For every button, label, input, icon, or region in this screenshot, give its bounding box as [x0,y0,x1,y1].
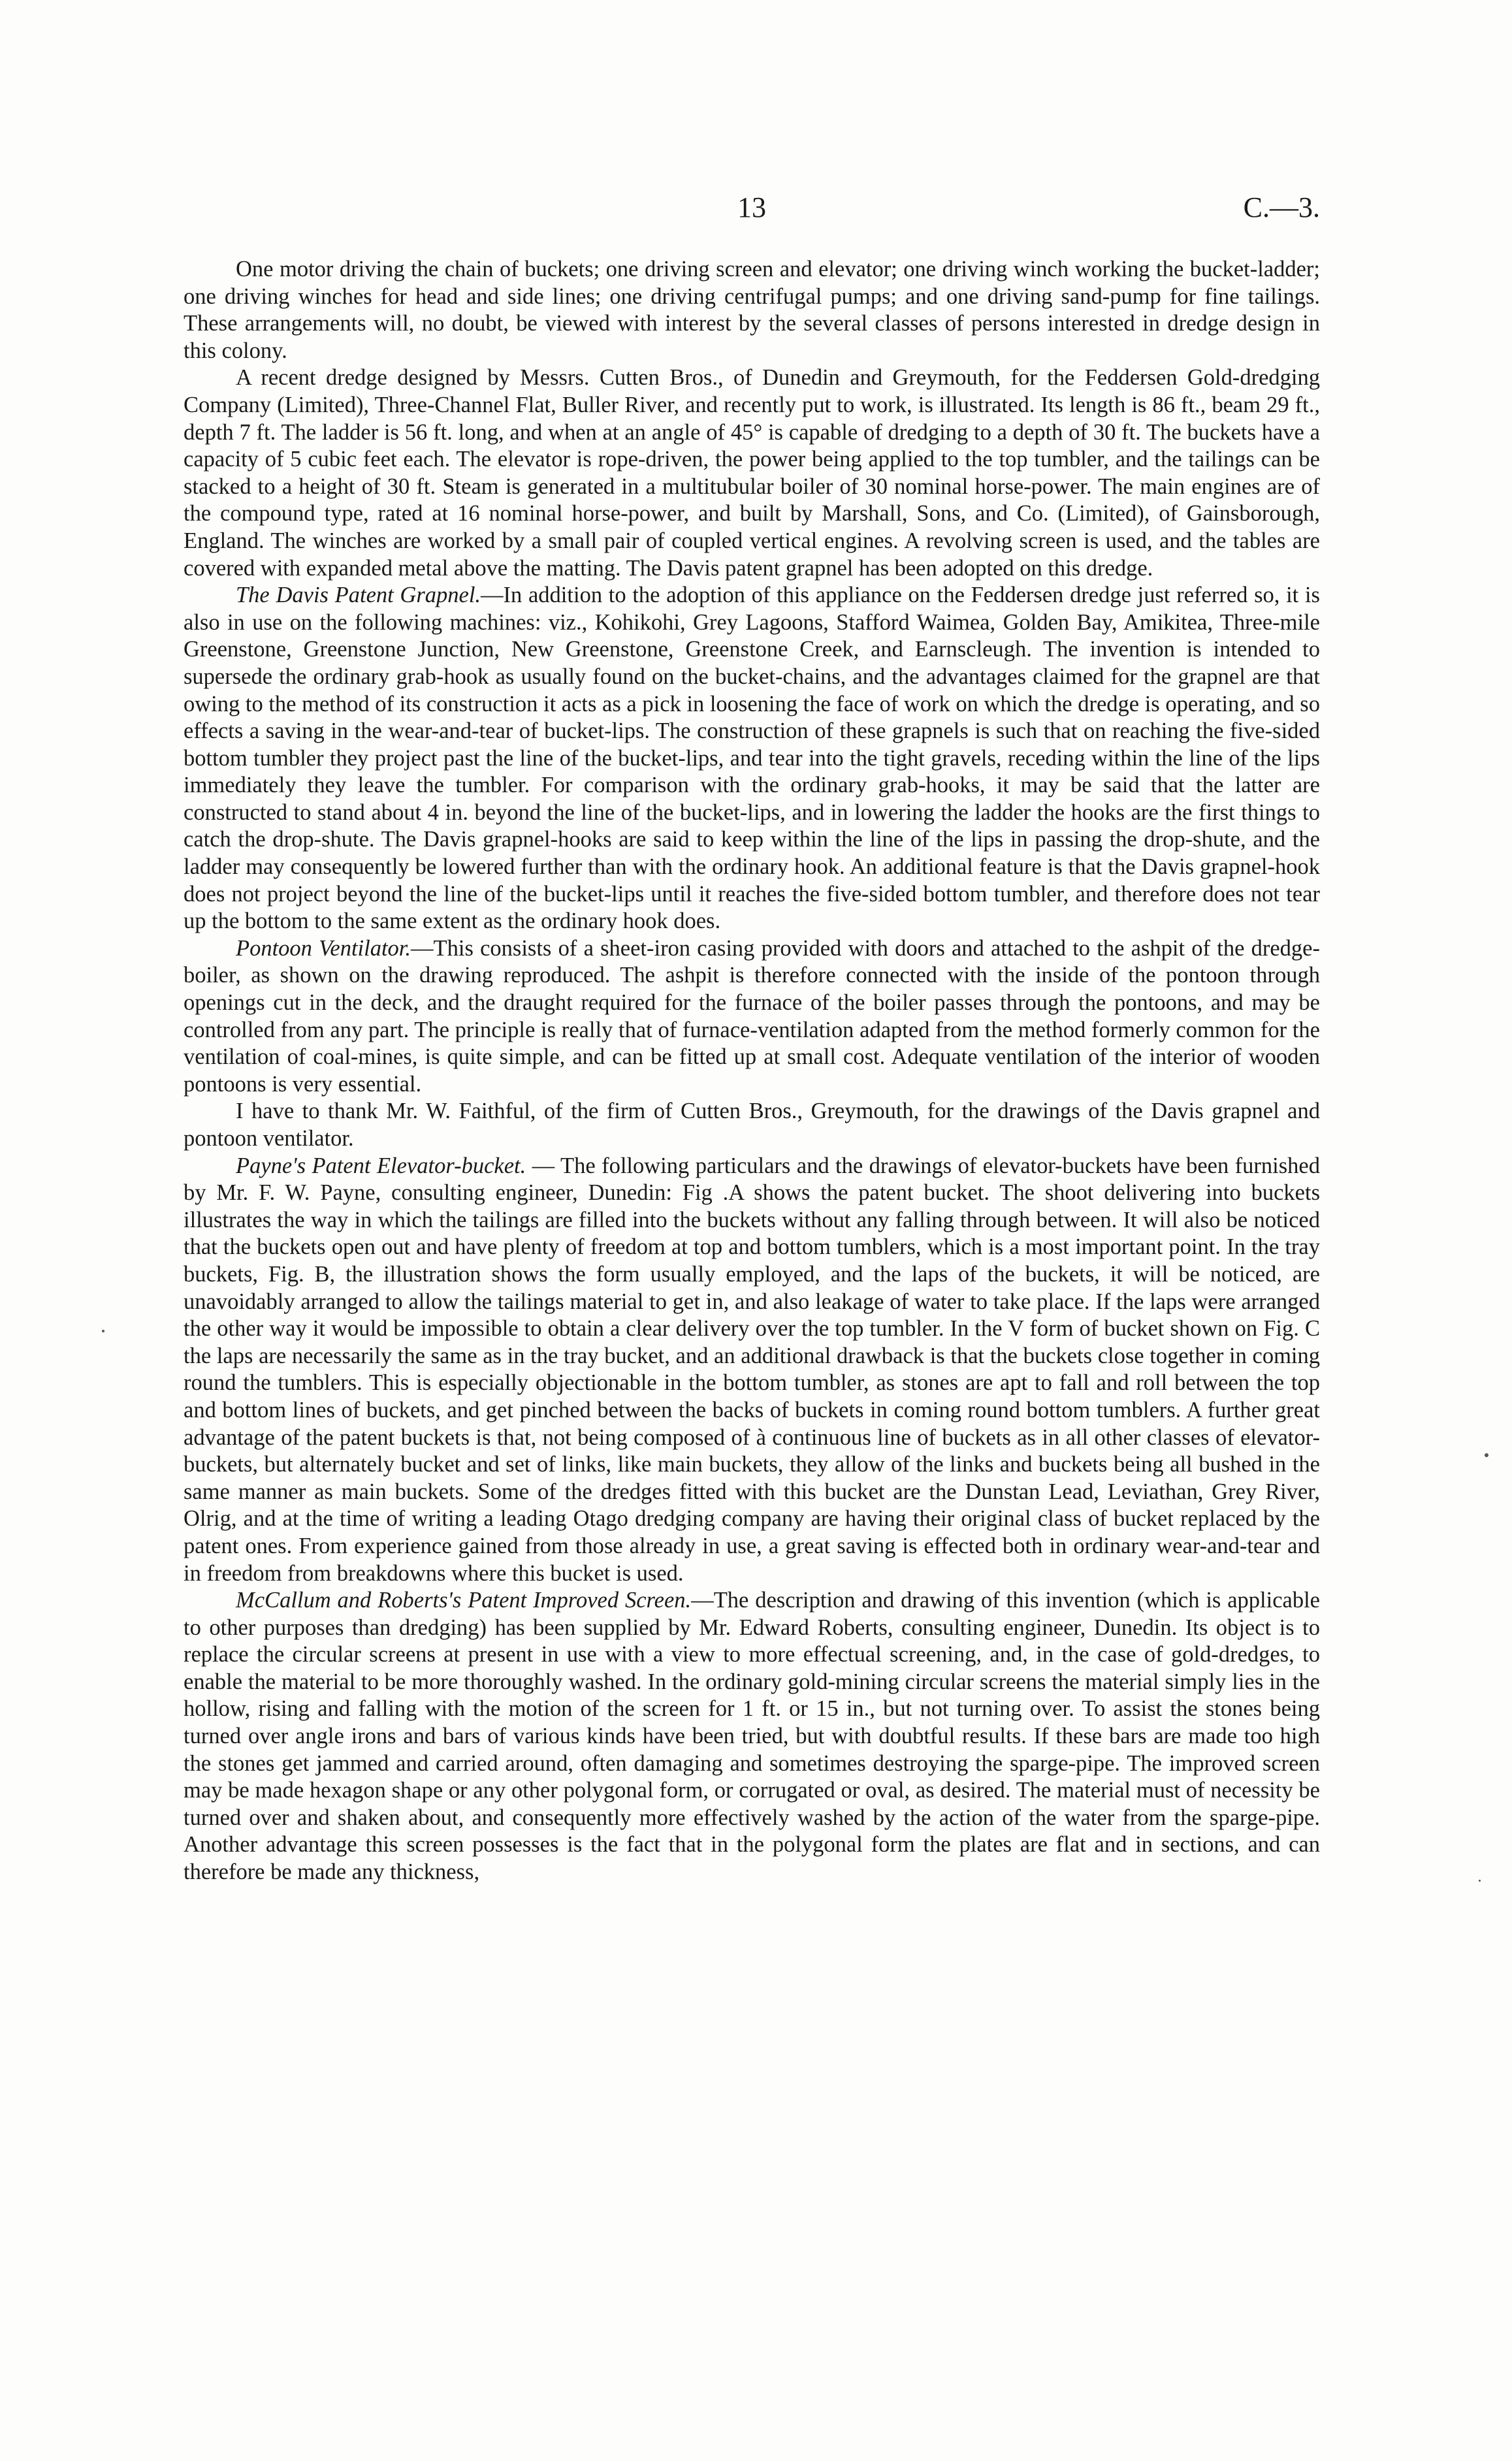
paragraph-text: I have to thank Mr. W. Faithful, of the firm of Cutten Bros., Greymouth, for the drawings of the Davis grapnel and pontoon ventilator. [184,1099,1320,1151]
paragraph-title: Payne's Patent Elevator-bucket. [236,1153,526,1178]
page-header [184,191,1320,230]
paragraph-feddersen-dredge [184,364,1320,582]
paragraph-text: —In addition to the adoption of this appliance on the Feddersen dredge just referred so, it is also in use on the following machines: viz., Kohikohi, Grey Lagoons, Stafford Waimea, Golden Bay, Amikitea, Three-mile Greenstone, Greenstone Junction, New Greenstone, Greenstone Creek, and Earnscleugh. The invention is intended to supersede the ordinary grab-hook as usually found on the bucket-chains, and the advantages claimed for the grapnel are that owing to the method of its construction it acts as a pick in loosening the face of work on which the dredge is operating, and so effects a saving in the wear-and-tear of bucket-lips. The construction of these grapnels is such that on reaching the five-sided bottom tumbler they project past the line of the bucket-lips, and tear into the tight gravels, receding within the line of the lips immediately they leave the tumbler. For comparison with the ordinary grab-hooks, it may be said that the latter are constructed to stand about 4 in. beyond the line of the bucket-lips, and in lowering the ladder the hooks are the first things to catch the drop-shute. The Davis grapnel-hooks are said to keep within the line of the lips in passing the drop-shute, and the ladder may consequently be lowered further than with the ordinary hook. An additional feature is that the Davis grapnel-hook does not project beyond the line of the bucket-lips until it reaches the five-sided bottom tumbler, and therefore does not tear up the bottom to the same extent as the ordinary hook does. [184,583,1320,934]
paragraph-text: — The following particulars and the drawings of elevator-buckets have been furnished by Mr. F. W. Payne, consulting engineer, Dunedin: Fig .A shows the patent bucket. The shoot delivering into buckets illustrates the way in which the tailings are filled into the buckets without any falling through between. It will also be noticed that the buckets open out and have plenty of freedom at top and bottom tumblers, which is a most important point. In the tray buckets, Fig. B, the illustration shows the form usually employed, and the laps of the buckets, it will be noticed, are unavoidably arranged to allow the tailings material to get in, and also leakage of water to take place. If the laps were arranged the other way it would be impossible to obtain a clear delivery over the top tumbler. In the V form of bucket shown on Fig. C the laps are necessarily the same as in the tray bucket, and an additional drawback is that the buckets close together in coming round the tumblers. This is especially objectionable in the bottom tumbler, as stones are apt to fall and roll between the top and bottom lines of buckets, and get pinched between the backs of buckets in coming round bottom tumblers. A further great advantage of the patent buckets is that, not being composed of à continuous line of buckets as in all other classes of elevator-buckets, but alternately bucket and set of links, like main buckets, they allow of the links and buckets being all bushed in the same manner as main buckets. Some of the dredges fitted with this bucket are the Dunstan Lead, Leviathan, Grey River, Olrig, and at the time of writing a leading Otago dredging company are having their original class of bucket replaced by the patent ones. From experience gained from those already in use, a great saving is effected both in ordinary wear-and-tear and in freedom from breakdowns where this bucket is used. [184,1153,1320,1586]
paragraph-title: The Davis Patent Grapnel. [236,583,481,608]
paragraph-text: A recent dredge designed by Messrs. Cutten Bros., of Dunedin and Greymouth, for the Feddersen Gold-dredging Company (Limited), Three-Channel Flat, Buller River, and recently put to work, is illustrated. Its length is 86 ft., beam 29 ft., depth 7 ft. The ladder is 56 ft. long, and when at an angle of 45° is capable of dredging to a depth of 30 ft. The buckets have a capacity of 5 cubic feet each. The elevator is rope-driven, the power being applied to the top tumbler, and the tailings can be stacked to a height of 30 ft. Steam is generated in a multitubular boiler of 30 nominal horse-power. The main engines are of the compound type, rated at 16 nominal horse-power, and built by Marshall, Sons, and Co. (Limited), of Gainsborough, England. The winches are worked by a small pair of coupled vertical engines. A revolving screen is used, and the tables are covered with expanded metal above the matting. The Davis patent grapnel has been adopted on this dredge. [184,365,1320,581]
page-number: 13 [737,191,766,223]
paragraph-pontoon-ventilator [184,935,1320,1099]
paragraph-payne-bucket [184,1153,1320,1588]
paragraph-text: One motor driving the chain of buckets; one driving screen and elevator; one driving winch working the bucket-ladder; one driving winches for head and side lines; one driving centrifugal pumps; and one driving sand-pump for fine tailings. These arrangements will, no doubt, be viewed with interest by the several classes of persons interested in dredge design in this colony. [184,257,1320,363]
paragraph-improved-screen [184,1587,1320,1886]
scan-speck [102,1330,105,1332]
document-body [184,256,1320,1886]
scan-speck [1479,1880,1481,1882]
paragraph-title: McCallum and Roberts's Patent Improved Screen. [236,1588,692,1613]
paragraph-text: —The description and drawing of this invention (which is applicable to other purposes than dredging) has been supplied by Mr. Edward Roberts, consulting engineer, Dunedin. Its object is to replace the circular screens at present in use with a view to more effectual screening, and, in the case of gold-dredges, to enable the material to be more thoroughly washed. In the ordinary gold-mining circular screens the material simply lies in the hollow, rising and falling with the motion of the screen for 1 ft. or 15 in., but not turning over. To assist the stones being turned over angle irons and bars of various kinds have been tried, but with doubtful results. If these bars are made too high the stones get jammed and carried around, often damaging and sometimes destroying the sparge-pipe. The improved screen may be made hexagon shape or any other polygonal form, or corrugated or oval, as desired. The material must of necessity be turned over and shaken about, and consequently more effectively washed by the action of the water from the sparge-pipe. Another advantage this screen possesses is the fact that in the polygonal form the plates are flat and in sections, and can therefore be made any thickness, [184,1588,1320,1885]
paragraph-text: —This consists of a sheet-iron casing provided with doors and attached to the ashpit of the dredge-boiler, as shown on the drawing reproduced. The ashpit is therefore connected with the inside of the pontoon through openings cut in the deck, and the draught required for the furnace of the boiler passes through the pontoons, and may be controlled from any part. The principle is really that of furnace-ventilation adapted from the method formerly common for the ventilation of coal-mines, is quite simple, and can be fitted up at small cost. Adequate ventilation of the interior of wooden pontoons is very essential. [184,935,1320,1097]
paragraph-davis-grapnel [184,582,1320,935]
paragraph-title: Pontoon Ventilator. [236,935,411,961]
paper-reference: C.—3. [1243,191,1320,223]
paragraph-acknowledgement [184,1098,1320,1152]
scan-speck [1485,1453,1488,1457]
paragraph-motors [184,256,1320,364]
